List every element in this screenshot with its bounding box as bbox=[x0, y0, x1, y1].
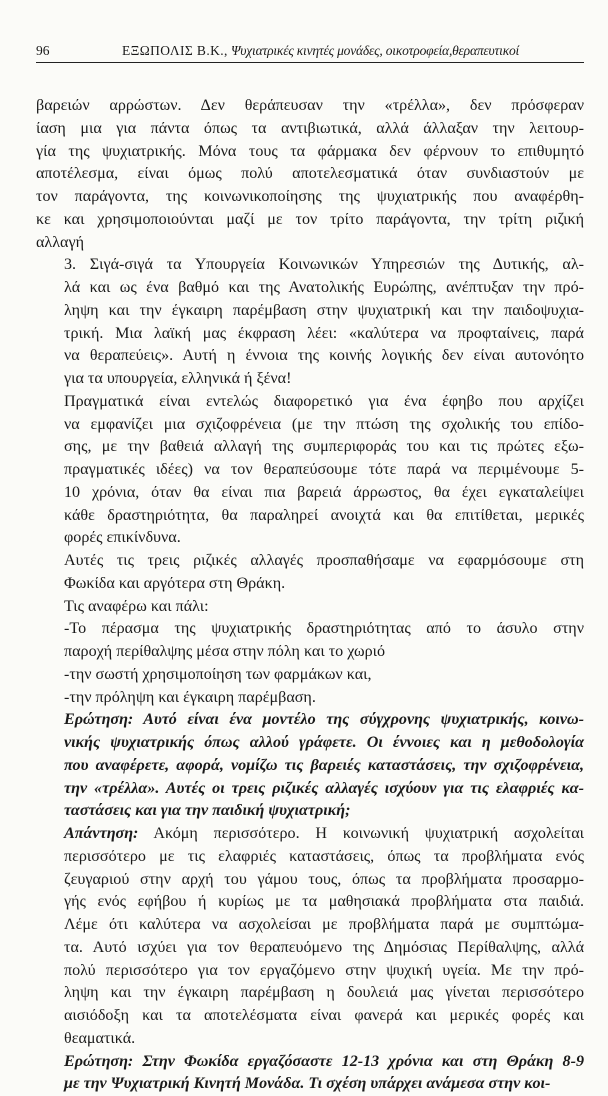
paragraph bbox=[36, 550, 584, 596]
book-page bbox=[36, 40, 584, 1096]
line-text: Αυτό είναι ένα μοντέλο της σύγχρονης ψυχιατρικής, κοινω- bbox=[133, 711, 584, 728]
paragraph bbox=[36, 391, 584, 550]
text-line: αποτέλεσμα, είναι όμως πολύ αποτελεσματικά όταν συνδιαστούν με bbox=[36, 163, 584, 186]
text-line: -Το πέρασμα της ψυχιατρικής δραστηριότητας από το άσυλο στην bbox=[36, 618, 584, 641]
text-line: ληψη και την έγκαιρη παρέμβαση η δουλειά μας γίνεται περισσότερο bbox=[36, 982, 584, 1005]
text-line: φορές επικίνδυνα. bbox=[36, 527, 584, 550]
text-line: για τα υπουργεία, ελληνικά ή ξένα! bbox=[36, 368, 584, 391]
text-line: να εμφανίζει μια σχιζοφρένεια (με την πτώση της σχολικής του επίδο- bbox=[36, 414, 584, 437]
answer-label: Απάντηση: bbox=[64, 825, 138, 842]
text-line: την «τρέλλα». Αυτές οι τρεις ριζικές αλλαγές ισχύουν για τις ελαφριές κα- bbox=[36, 778, 584, 801]
text-line: αλλαγή bbox=[36, 232, 584, 255]
question-label: Ερώτηση: bbox=[64, 711, 133, 728]
text-line: περισσότερο με τις ελαφριές καταστάσεις, όπως τα προβλήματα ενός bbox=[36, 846, 584, 869]
text-line: Τις αναφέρω και πάλι: bbox=[36, 596, 584, 619]
text-line: ίαση μια για πάντα όπως τα αντιβιωτικά, αλλά άλλαξαν την λειτουρ- bbox=[36, 118, 584, 141]
text-line: να θεραπεύεις». Αυτή η έννοια της κοινής λογικής δεν είναι αυτονόητο bbox=[36, 345, 584, 368]
paragraph bbox=[36, 95, 584, 254]
text-line bbox=[36, 823, 584, 846]
text-line: Αυτές τις τρεις ριζικές αλλαγές προσπαθήσαμε να εφαρμόσουμε στη bbox=[36, 550, 584, 573]
text-line: 10 χρόνια, όταν θα είναι πια βαρειά άρρωστος, θα έχει εγκαταλείψει bbox=[36, 482, 584, 505]
text-line: Φωκίδα και αργότερα στη Θράκη. bbox=[36, 573, 584, 596]
text-line: Λέμε ότι καλύτερα να ασχολείσαι με προβλήματα παρά με συμπτώμα- bbox=[36, 914, 584, 937]
list-item bbox=[36, 618, 584, 664]
interview-question bbox=[36, 1051, 584, 1096]
paragraph bbox=[36, 596, 584, 619]
text-line: αισιόδοξη και τα αποτελέσματα είναι φανερά και μερικές φορές και bbox=[36, 1005, 584, 1028]
body-text bbox=[36, 95, 584, 1096]
running-author: ΕΞΩΠΟΛΙΣ Β.Κ., bbox=[122, 43, 228, 58]
text-line: τρική. Μια λαϊκή μας έκφραση λέει: «καλύτερα να προφταίνεις, παρά bbox=[36, 323, 584, 346]
interview-answer bbox=[36, 823, 584, 1051]
text-line: παροχή περίθαλψης μέσα στην πόλη και το χωριό bbox=[36, 641, 584, 664]
text-line: κάθε δραστηριότητα, θα παραληρεί ανοιχτά και θα επιτίθεται, μερικές bbox=[36, 505, 584, 528]
text-line: τα. Αυτό ισχύει για τον θεραπευόμενο της Δημόσιας Περίθαλψης, αλλά bbox=[36, 937, 584, 960]
text-line: κε και χρησιμοποιούνται μαζί με τον τρίτο παράγοντα, την τρίτη ριζική bbox=[36, 209, 584, 232]
text-line: γής ενός εφήβου ή κυρίως με τα μαθησιακά προβλήματα στα παιδιά. bbox=[36, 891, 584, 914]
text-line: με την Ψυχιατρική Κινητή Μονάδα. Τι σχέση υπάρχει ανάμεσα στην κοι- bbox=[36, 1073, 584, 1096]
text-line: -την πρόληψη και έγκαιρη παρέμβαση. bbox=[36, 687, 584, 710]
text-line: βαρειών αρρώστων. Δεν θεράπευσαν την «τρέλλα», δεν πρόσφεραν bbox=[36, 95, 584, 118]
text-line: γία της ψυχιατρικής. Μόνα τους τα φάρμακα δεν φέρνουν το επιθυμητό bbox=[36, 141, 584, 164]
text-line: ταστάσεις και για την παιδική ψυχιατρική; bbox=[36, 800, 584, 823]
question-label: Ερώτηση: bbox=[64, 1053, 133, 1070]
text-line: -την σωστή χρησιμοποίηση των φαρμάκων και, bbox=[36, 664, 584, 687]
text-line: σης, με την βαθειά αλλαγή της συμπεριφοράς του και τις πρώτες εξω- bbox=[36, 436, 584, 459]
text-line bbox=[36, 709, 584, 732]
text-line: 3. Σιγά-σιγά τα Υπουργεία Κοινωνικών Υπηρεσιών της Δυτικής, αλ- bbox=[36, 254, 584, 277]
line-text: Στην Φωκίδα εργαζόσαστε 12-13 χρόνια και στη Θράκη 8-9 bbox=[133, 1053, 584, 1070]
running-title bbox=[122, 40, 519, 62]
text-line: λά και ως ένα βαθμό και της Ανατολικής Ευρώπης, ανέπτυξαν την πρό- bbox=[36, 277, 584, 300]
list-item bbox=[36, 687, 584, 710]
text-line bbox=[36, 1051, 584, 1074]
text-line: που αναφέρετε, αφορά, νομίζω τις βαρειές καταστάσεις, την σχιζοφρένεια, bbox=[36, 755, 584, 778]
text-line: τον παράγοντα, της κοινωνικοποίησης της ψυχιατρικής που αναφέρθη- bbox=[36, 186, 584, 209]
text-line: ληψη και την έγκαιρη παρέμβαση στην ψυχιατρική και την παιδοψυχια- bbox=[36, 300, 584, 323]
interview-question bbox=[36, 709, 584, 823]
line-text: Ακόμη περισσότερο. Η κοινωνική ψυχιατρική ασχολείται bbox=[138, 825, 584, 842]
running-book-title: Ψυχιατρικές κινητές μονάδες, οικοτροφεία,θεραπευτικοί bbox=[231, 43, 519, 58]
text-line: πολύ περισσότερο για τον εργαζόμενο στην ψυχική υγεία. Με την πρό- bbox=[36, 960, 584, 983]
text-line: νικής ψυχιατρικής όπως αλλού γράφετε. Οι έννοιες και η μεθοδολογία bbox=[36, 732, 584, 755]
page-number: 96 bbox=[36, 40, 50, 62]
paragraph bbox=[36, 254, 584, 391]
text-line: πραγματικές ιδέες) να τον θεραπεύσουμε τότε παρά να περιμένουμε 5- bbox=[36, 459, 584, 482]
text-line: ζευγαριού στην αρχή του γάμου τους, όπως τα προβλήματα προσαρμο- bbox=[36, 869, 584, 892]
running-header bbox=[36, 40, 584, 63]
text-line: θεαματικά. bbox=[36, 1028, 584, 1051]
list-item bbox=[36, 664, 584, 687]
text-line: Πραγματικά είναι εντελώς διαφορετικό για ένα έφηβο που αρχίζει bbox=[36, 391, 584, 414]
